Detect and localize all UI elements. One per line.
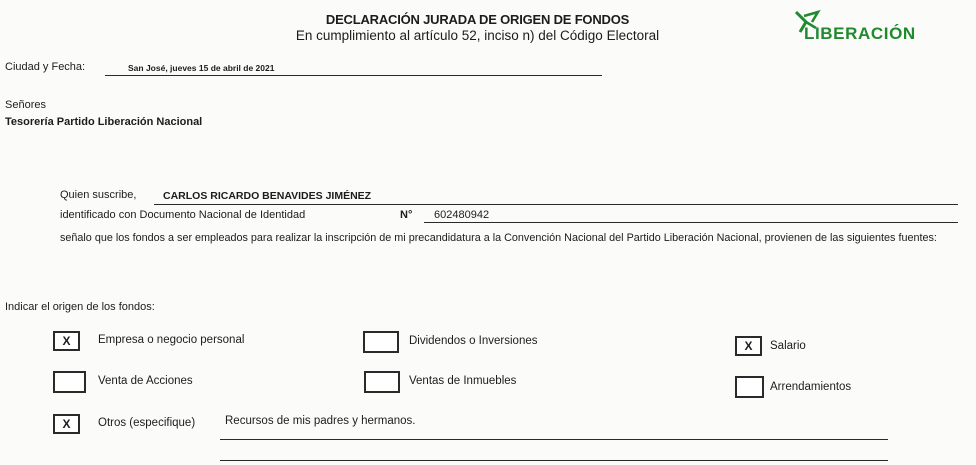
id-number-line [424,222,958,223]
option-real-estate-label: Ventas de Inmuebles [409,375,517,387]
option-stock-sale-label: Venta de Acciones [98,375,193,387]
city-date-label: Ciudad y Fecha: [5,61,86,73]
signer-name-line [154,204,958,205]
party-logo [790,8,950,48]
checkbox-dividends[interactable] [363,331,399,353]
checkbox-real-estate[interactable] [364,371,400,393]
addressee-salutation: Señores [5,99,46,111]
id-number: 602480942 [434,209,490,221]
other-detail-line-2 [220,460,888,461]
checkbox-salary[interactable]: X [735,336,762,356]
signer-label: Quien suscribe, [60,189,137,201]
id-prefix: N° [400,209,413,221]
checkbox-business[interactable]: X [53,331,80,351]
city-date-value: San José, jueves 15 de abril de 2021 [128,63,275,73]
checkbox-other[interactable]: X [53,414,80,434]
signer-name: CARLOS RICARDO BENAVIDES JIMÉNEZ [163,190,372,202]
option-business-label: Empresa o negocio personal [98,334,245,346]
checkbox-rentals[interactable] [735,376,764,398]
sources-heading: Indicar el origen de los fondos: [5,301,155,313]
option-other-label: Otros (especifique) [98,417,196,429]
option-salary-label: Salario [770,340,806,352]
option-rentals-label: Arrendamientos [770,381,852,393]
other-detail-line-1 [220,439,888,440]
document-title: DECLARACIÓN JURADA DE ORIGEN DE FONDOS [325,12,630,27]
logo-text: LIBERACIÓN [804,24,916,43]
id-label: identificado con Documento Nacional de Identidad [60,209,306,221]
other-detail: Recursos de mis padres y hermanos. [225,415,416,427]
option-dividends-label: Dividendos o Inversiones [409,335,538,347]
funds-statement: señalo que los fondos a ser empleados para realizar la inscripción de mi precandidatura a la Convención Nacional del Partido Liberación Nacional, provienen de las siguientes fuentes: [60,232,937,244]
document-subtitle: En cumplimiento al artículo 52, inciso n) del Código Electoral [295,28,660,43]
addressee-name: Tesorería Partido Liberación Nacional [5,116,203,128]
checkbox-stock-sale[interactable] [53,371,86,393]
city-date-line [105,75,602,76]
